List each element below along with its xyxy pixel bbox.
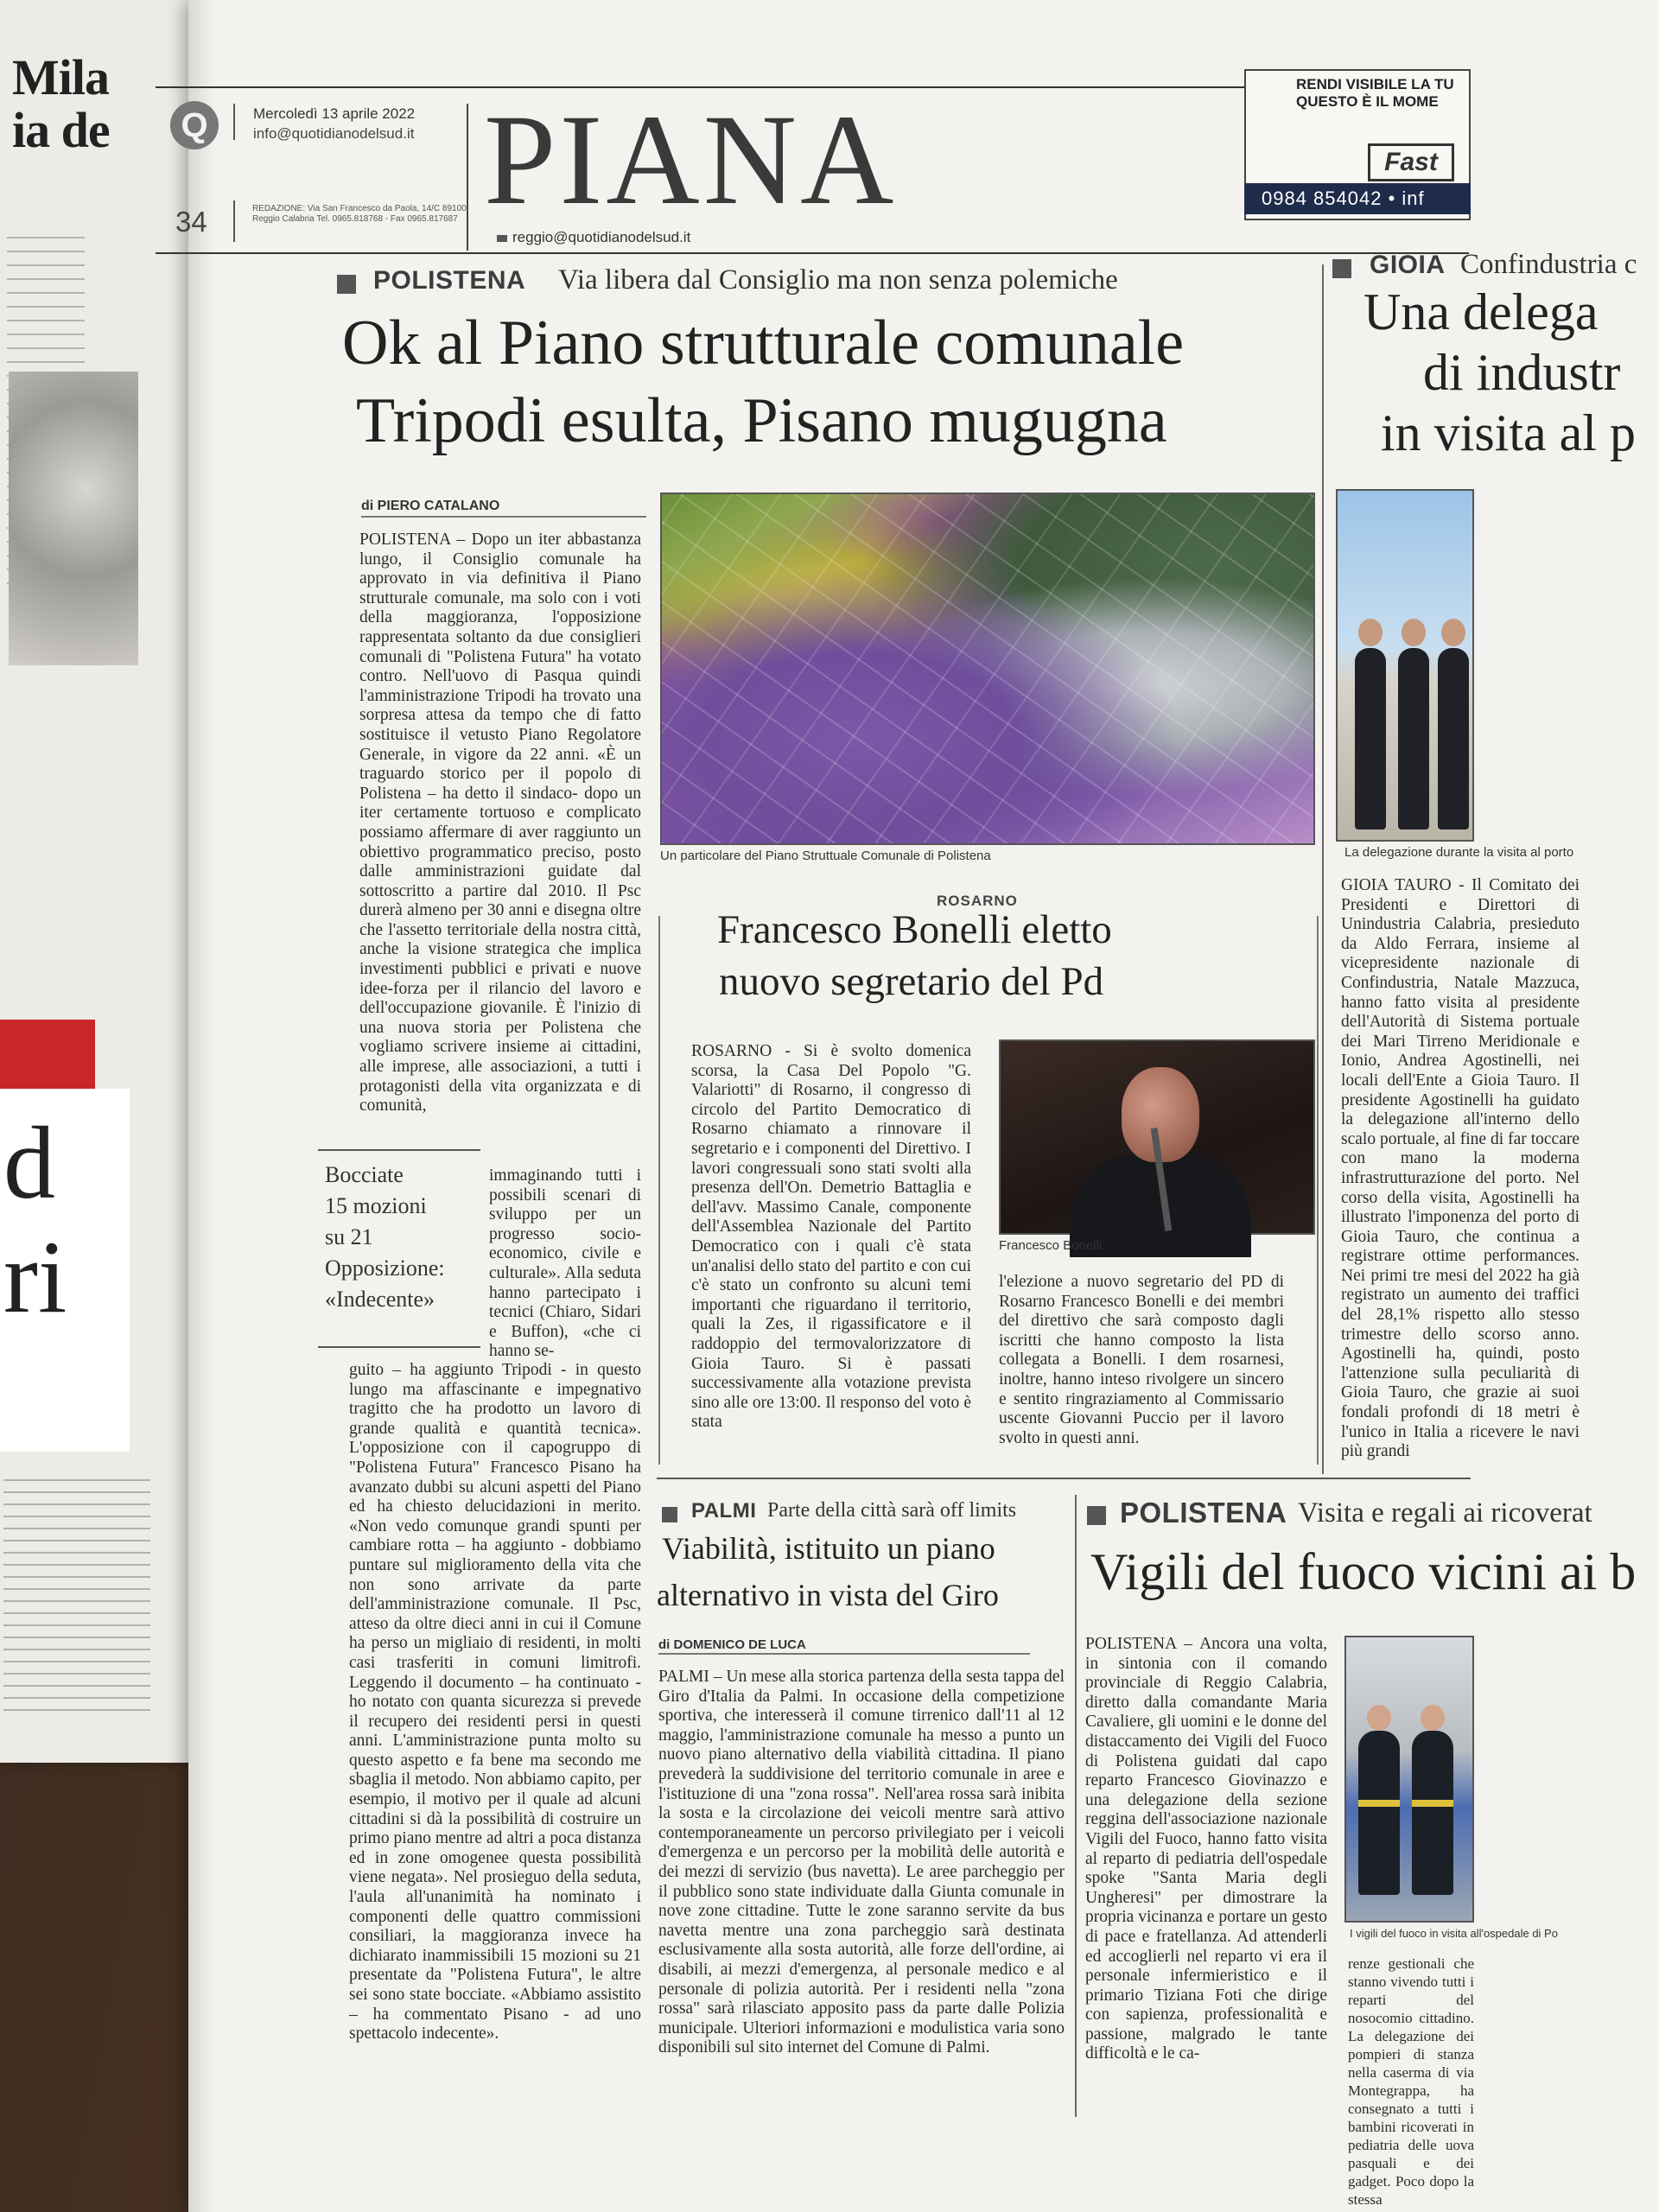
firefighter-figure [1358, 1731, 1400, 1895]
kicker-square-icon [662, 1507, 677, 1522]
palmi-headline-line-1: Viabilità, istituito un piano [662, 1531, 995, 1566]
port-photo-caption: La delegazione durante la visita al porto [1344, 845, 1574, 860]
masthead-vertical-rule [467, 104, 468, 251]
editorial-address: REDAZIONE: Via San Francesco da Paola, 14/C 89100 Reggio Calabria Tel. 0965.818768 - Fax 0965.817687 [252, 204, 467, 224]
kicker-square-icon [337, 275, 356, 294]
underlying-newspaper [0, 0, 199, 1763]
firefighter-figure [1412, 1731, 1453, 1895]
vigili-column-2: renze gestionali che stanno vivendo tutti i reparti del nosocomio cittadino. La delegazione dei pompieri di stanza nella caserma di via Montegrappa, ha consegnato a tutti i bambini ricoverati in pediatria delle uova pasquali e dei gadget. Poco dopo la stessa [1348, 1955, 1474, 2208]
vigili-headline: Vigili del fuoco vicini ai b [1090, 1543, 1637, 1600]
map-caption: Un particolare del Piano Struttuale Comunale di Polistena [660, 849, 991, 863]
vigili-kicker: POLISTENA [1120, 1497, 1287, 1529]
person-figure [1438, 648, 1469, 830]
rosarno-headline-line-1: Francesco Bonelli eletto [717, 907, 1112, 952]
newspaper-logo-icon: Q [170, 101, 219, 149]
page-number: 34 [175, 206, 207, 238]
main-article-column-2: guito – ha aggiunto Tripodi - in questo lungo ma affascinante e impegnativo tragitto che ha prodotto un lavoro di grande qualità e quantità tecnica». L'opposizione con il capogruppo di "Polistena Futura" Francesco Pisano ha avanzato dubbi su alcuni aspetti del Piano ed ha chiesto delucidazioni in merito. «Non vedo comunque grandi spunti per cambiare rotta – ha aggiunto - dobbiamo puntare sul miglioramento della vita che non sono arrivate da parte dell'amministrazione comunale. Il Psc, atteso da oltre dieci anni in cui il Comune ha perso un migliaio di residenti, in molti casi trasferiti in comuni limitrofi. Leggendo il documento – ha continuato - ho notato con quanta sicurezza si prevede il recupero dei residenti persi in questi anni. L'amministrazione punta molto su questo aspetto e fa bene ma secondo me sbaglia il metodo. Non abbiamo capito, per esempio, il motivo per il quale ad alcuni cittadini si dà la possibilità di costruire un primo piano mentre ad altri a poca distanza ed in zone omogenee questa possibilità viene negata». Nel prosieguo della seduta, l'aula all'unanimità ha nominato i componenti delle quattro commissioni consiliari, la maggioranza invece ha dichiarato inammissibili 15 mozioni su 21 presentate da "Polistena Futura", le altre sei sono state bocciate. «Abbiamo assistito – ha commentato Pisano - ad uno spettacolo indecente». [349, 1361, 641, 2044]
issue-date: Mercoledì 13 aprile 2022 [253, 105, 416, 122]
section-title: PIANA [484, 88, 898, 232]
underlying-photo [9, 372, 138, 665]
kicker-square-icon [1332, 259, 1351, 278]
gioia-headline-line-2: di industr [1423, 344, 1621, 401]
main-article-headline-line-1: Ok al Piano strutturale comunale [342, 308, 1185, 378]
palmi-body: PALMI – Un mese alla storica partenza della sesta tappa del Giro d'Italia da Palmi. In occasione della competizione sportiva, che interesserà il comune tirrenico dall'11 al 12 maggio, l'amministrazione comunale ha messo a punto un nuovo piano alternativo della viabilità cittadina. Il piano prevederà la suddivisione del territorio comunale in aree e l'istituzione di una "zona rossa". Nell'area rossa sarà inibita la sosta e la circolazione dei veicoli mentre sarà attivo contemporaneamente un percorso privilegiato per i veicoli d'emergenza e un percorso per la mobilità delle autorità e dei mezzi di servizio (bus navetta). Le aree parcheggio per il pubblico sono state individuate dalla Giunta comunale in nove zone cittadine. Tutte le zone saranno servite da bus navetta mentre una zona parcheggio sarà destinata esclusivamente alla sosta autorità, alle forze dell'ordine, ai disabili, ai mezzi d'emergenza, al personale medico e al personale di polizia autorità. Per i residenti nella "zona rossa" sarà rilasciato apposito pass da parte dalle Polizia municipale. Ulteriori informazioni e modulistica varia sono disponibili sul sito internet del Comune di Palmi. [658, 1668, 1065, 2057]
masthead-bottom-rule [156, 252, 1469, 254]
column-rule-main-right [1322, 264, 1324, 1474]
rosarno-headline-line-2: nuovo segretario del Pd [719, 959, 1104, 1004]
palmi-byline-rule [658, 1653, 1030, 1655]
main-article-subhead: Via libera dal Consiglio ma non senza polemiche [558, 264, 1118, 296]
main-article-kicker: POLISTENA [373, 266, 526, 295]
ad-text-line-2: QUESTO È IL MOME [1296, 93, 1439, 110]
ad-text-line-1: RENDI VISIBILE LA TU [1296, 76, 1454, 92]
kicker-square-icon [1087, 1506, 1106, 1525]
urban-plan-map-image [660, 493, 1315, 845]
bonelli-photo-caption: Francesco Bonelli [999, 1238, 1103, 1253]
main-article-column-1b: immaginando tutti i possibili scenari di sviluppo per un progresso socio-economico, civile e culturale». Alla seduta hanno partecipato i tecnici (Chiaro, Sidari e Buffon), «che ci hanno se- [489, 1166, 641, 1361]
ad-phone-band: 0984 854042 • inf [1244, 183, 1471, 214]
page-fold-edge [188, 0, 214, 2212]
person-figure [1398, 648, 1429, 830]
rosarno-column-1: ROSARNO - Si è svolto domenica scorsa, la Casa Del Popolo "G. Valariotti" di Rosarno, il congresso di circolo del Partito Democratico di Rosarno chiamato a rinnovare il segretario e i componenti del Direttivo. I lavori congressuali sono stati svolti alla presenza dell'On. Demetrio Battaglia e dell'avv. Massimo Canale, componente dell'Assemblea Nazionale del Partito Democratico con i quali c'è stata un'analisi dello stato del partito e con cui c'è stato un confronto su alcuni temi importanti che riguardano il territorio, quali la Zes, il rigassificatore e il raddoppio del termovalorizzatore di Gioia Tauro. Si è passati successivamente alla votazione prevista sino alle ore 13:00. Il responso del voto è stata [691, 1042, 971, 1432]
gioia-kicker: GIOIA [1370, 251, 1446, 279]
gioia-headline-line-3: in visita al p [1381, 404, 1636, 461]
underlying-headline-fragment: Mila ia de [12, 49, 110, 158]
vigili-column-1: POLISTENA – Ancora una volta, in sintonia con il comando provinciale di Reggio Calabria, diretto dalla comandante Maria Cavaliere, gli uomini e le donne del distaccamento dei Vigili del Fuoco di Polistena guidati dal capo reparto Francesco Giovinazzo e una delegazione della sezione reggina dell'associazione nazionale Vigili del Fuoco, hanno fatto visita al reparto di pediatria dell'ospedale spoke "Santa Maria degli Ungheresi" per dimostrare la propria vicinanza e portare un gesto di pace e fratellanza. Ad attenderli ed accoglierli nel reparto vi era il personale infermieristico e il primario Tiziana Foti che dirige con sapienza, professionalità e passione, malgrado le tante difficoltà e le ca- [1085, 1635, 1327, 2063]
underlying-big-text: d ri [3, 1105, 67, 1334]
gioia-subhead: Confindustria c [1460, 249, 1637, 280]
main-article-byline: di PIERO CATALANO [361, 499, 500, 513]
main-article-headline-line-2: Tripodi esulta, Pisano mugugna [356, 385, 1167, 456]
ad-logo: Fast [1368, 143, 1454, 181]
lower-section-rule [657, 1478, 1471, 1479]
contact-email: info@quotidianodelsud.it [253, 125, 415, 142]
palmi-subhead: Parte della città sarà off limits [767, 1499, 1017, 1522]
byline-rule [361, 516, 646, 518]
masthead-separator-2 [233, 200, 235, 242]
firefighters-photo-caption: I vigili del fuoco in visita all'ospedale di Po [1350, 1927, 1558, 1940]
vigili-subhead: Visita e regali ai ricoverat [1298, 1497, 1592, 1529]
firefighters-photo [1344, 1636, 1474, 1923]
rosarno-column-2: l'elezione a nuovo segretario del PD di Rosarno Francesco Bonelli e dei membri del direttivo che sarà composto dagli iscritti che hanno composto la lista collegata a Bonelli. I dem rosarnesi, inoltre, hanno inteso rivolgere un sincero e sentito ringraziamento al Commissario uscente Giovanni Puccio per il lavoro svolto in questi anni. [999, 1273, 1284, 1447]
main-article-column-1: POLISTENA – Dopo un iter abbastanza lungo, il Consiglio comunale ha approvato in via definitiva il Piano strutturale comunale, ma solo con i voti della maggioranza, l'opposizione rappresentata soltanto da due consiglieri comunali di "Polistena Futura" ha votato contro. Nell'uovo di Pasqua quindi l'amministrazione Tripodi ha trovato una sorpresa attesa da tempo che di fatto sostituisce il vetusto Piano Regolatore Generale, in vigore da 22 anni. «È un traguardo storico per il popolo di Polistena – ha detto il sindaco- dopo un iter certamente tortuoso e complicato possiamo affermare di aver raggiunto un obiettivo programmatico preciso, posto dalle amministrazioni guidate dal sottoscritto a partire dal 2010. Il Psc durerà almeno per 30 anni e disegna oltre che l'assetto territoriale della nostra città, anche la visione strategica che implica investimenti pubblici e privati e nuove idee-forza per il rilancio del lavoro e dell'occupazione giovanile. È l'inizio di una nuova storia per Polistena che vogliamo scrivere insieme ai cittadini, alle imprese, alle associazioni, a tutti i protagonisti della vita organizzata e di comunità, [359, 531, 641, 1116]
person-figure [1355, 648, 1386, 830]
masthead-separator [233, 104, 235, 140]
underlying-text-lines [3, 1469, 150, 1711]
column-rule-lower [1075, 1495, 1077, 2117]
gioia-column-1: GIOIA TAURO - Il Comitato dei Presidenti e Direttori di Unindustria Calabria, presieduto da Aldo Ferrara, insieme al vicepresidente nazionale di Confindustria, Natale Mazzuca, hanno fatto visita al presidente dell'Autorità di Sistema portuale dei Mari Tirreno Meridionale e Ionio, Andrea Agostinelli, nei locali dell'Ente a Gioia Tauro. Il presidente Agostinelli ha guidato la delegazione all'interno dello scalo portuale, al fine di far toccare con mano la moderna infrastrutturazione del porto. Nel corso della visita, Agostinelli ha illustrato l'imponenza del porto di Gioia Tauro, che continua a registrare ottime performances. Nei primi tre mesi del 2022 ha già registrato un aumento dei traffici del 28,1% rispetto allo stesso trimestre dello scorso anno. Agostinelli ha, quindi, posto l'attenzione sulla peculiarità di Gioia Tauro, che grazie ai suoi fondali profondi di 18 metri è l'unico in Italia a ricevere le navi più grandi [1341, 876, 1580, 1461]
section-email: reggio@quotidianodelsud.it [497, 229, 690, 246]
bonelli-portrait-photo [999, 1039, 1315, 1235]
palmi-headline-line-2: alternativo in vista del Giro [657, 1578, 999, 1612]
palmi-byline: di DOMENICO DE LUCA [658, 1637, 806, 1652]
palmi-kicker: PALMI [691, 1499, 757, 1522]
gioia-headline-line-1: Una delega [1363, 283, 1599, 340]
sidebar-box-text: Bocciate 15 mozioni su 21 Opposizione: «Indecente» [325, 1162, 445, 1312]
rosarno-kicker: ROSARNO [937, 893, 1018, 909]
port-visit-photo [1336, 489, 1474, 842]
